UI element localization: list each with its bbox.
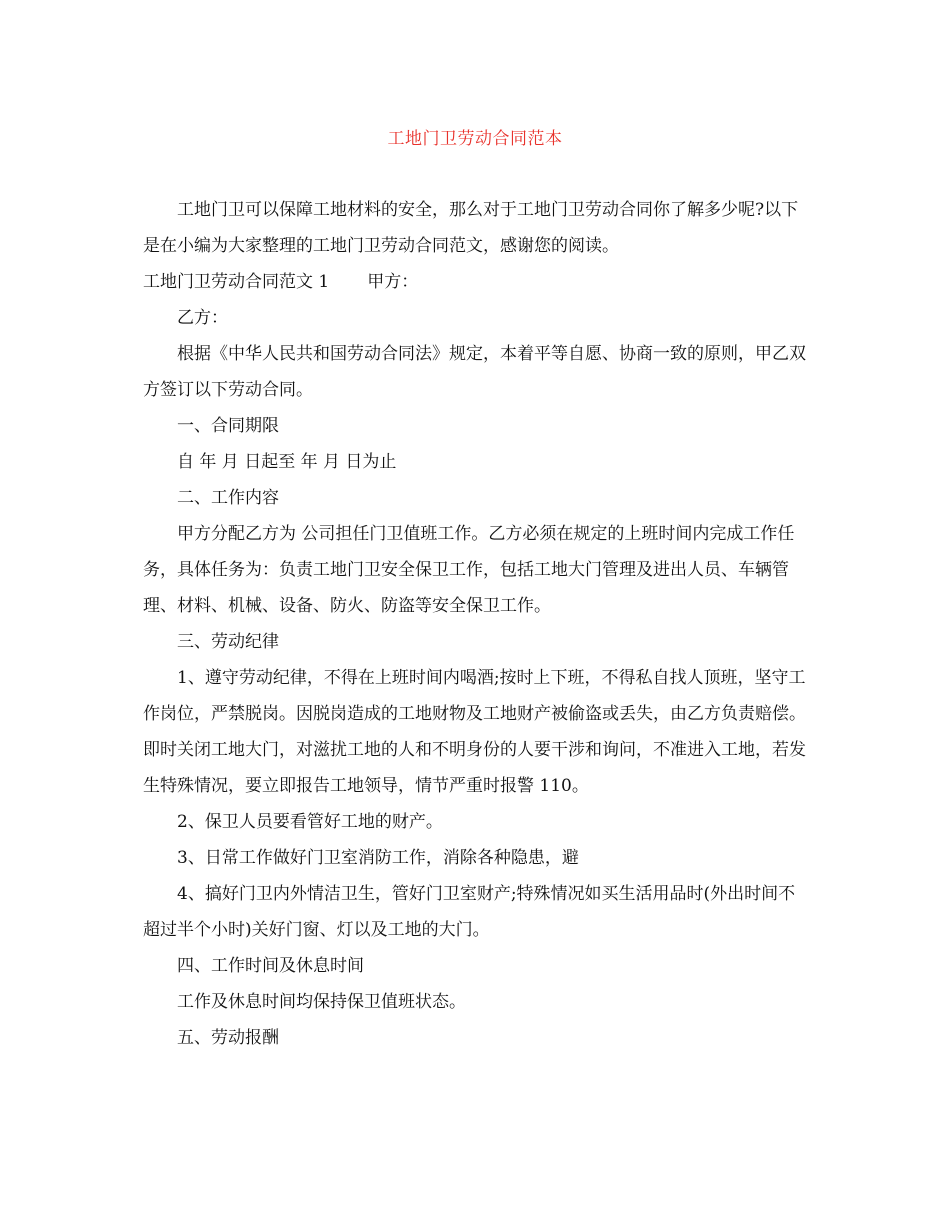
preamble-paragraph: 根据《中华人民共和国劳动合同法》规定，本着平等自愿、协商一致的原则，甲乙双方签订以下劳动合同。 xyxy=(143,344,806,400)
contract-heading-line xyxy=(143,264,809,300)
section-3-item-3: 3、日常工作做好门卫室消防工作，消除各种隐患，避 xyxy=(177,848,579,868)
section-2-text: 甲方分配乙方为 公司担任门卫值班工作。乙方必须在规定的上班时间内完成工作任务，具体任务为：负责工地门卫安全保卫工作，包括工地大门管理及进出人员、车辆管理、材料、机械、设备、防火、防盗等安全保卫工作。 xyxy=(143,524,795,616)
document-body xyxy=(143,192,809,1056)
intro-paragraph: 工地门卫可以保障工地材料的安全，那么对于工地门卫劳动合同你了解多少呢?以下是在小编为大家整理的工地门卫劳动合同范文，感谢您的阅读。 xyxy=(143,200,799,256)
party-b-label: 乙方： xyxy=(177,308,228,328)
party-a-label: 甲方： xyxy=(367,272,419,292)
contract-heading: 工地门卫劳动合同范文 1 xyxy=(143,272,330,292)
section-1-text: 自 年 月 日起至 年 月 日为止 xyxy=(177,452,397,472)
section-4-text: 工作及休息时间均保持保卫值班状态。 xyxy=(177,992,466,1012)
document-title: 工地门卫劳动合同范本 xyxy=(387,129,563,149)
section-1-heading: 一、合同期限 xyxy=(177,416,279,436)
section-3-heading: 三、劳动纪律 xyxy=(177,632,279,652)
section-5-heading: 五、劳动报酬 xyxy=(177,1028,279,1048)
section-3-item-2: 2、保卫人员要看管好工地的财产。 xyxy=(177,812,443,832)
section-2-heading: 二、工作内容 xyxy=(177,488,279,508)
section-3-item-4: 4、搞好门卫内外情洁卫生，管好门卫室财产;特殊情况如买生活用品时(外出时间不超过半个小时)关好门窗、灯以及工地的大门。 xyxy=(143,884,796,940)
section-4-heading: 四、工作时间及休息时间 xyxy=(177,956,364,976)
section-3-item-1: 1、遵守劳动纪律，不得在上班时间内喝酒;按时上下班，不得私自找人顶班，坚守工作岗位，严禁脱岗。因脱岗造成的工地财物及工地财产被偷盗或丢失，由乙方负责赔偿。即时关闭工地大门，对滋扰工地的人和不明身份的人要干涉和询问，不准进入工地，若发生特殊情况，要立即报告工地领导，情节严重时报警 110。 xyxy=(143,668,806,796)
